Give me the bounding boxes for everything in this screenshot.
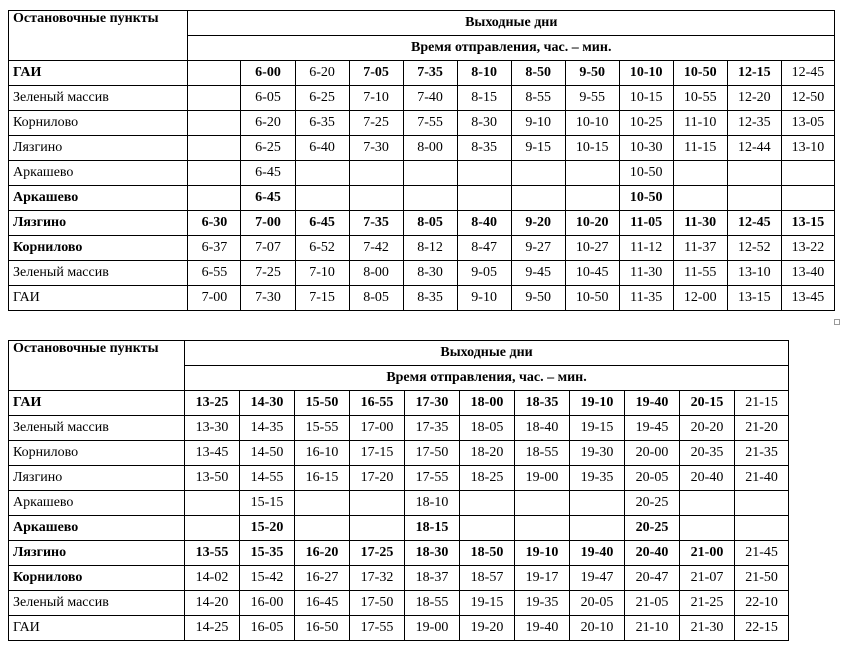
table-row	[9, 616, 789, 641]
departure-time-cell: 21-35	[735, 441, 789, 466]
departure-time-cell	[295, 516, 350, 541]
departure-time-cell: 10-55	[673, 86, 727, 111]
departure-time-cell	[403, 161, 457, 186]
stop-name: Корнилово	[9, 566, 185, 591]
departure-time-cell: 12-50	[781, 86, 834, 111]
departure-time-cell: 11-15	[673, 136, 727, 161]
departure-time-cell: 6-20	[295, 61, 349, 86]
departure-time-cell: 19-00	[515, 466, 570, 491]
departure-time-cell: 14-50	[240, 441, 295, 466]
header-row	[9, 341, 789, 366]
departure-time-cell: 13-22	[781, 236, 834, 261]
departure-time-cell: 21-00	[680, 541, 735, 566]
departure-time-cell: 18-10	[405, 491, 460, 516]
departure-time-cell: 13-15	[727, 286, 781, 311]
departure-time-cell: 7-40	[403, 86, 457, 111]
table-row	[9, 416, 789, 441]
departure-time-cell: 20-40	[680, 466, 735, 491]
departure-time-cell: 6-52	[295, 236, 349, 261]
departure-time-cell: 16-00	[240, 591, 295, 616]
table-resize-handle[interactable]	[834, 319, 840, 325]
departure-time-cell: 21-25	[680, 591, 735, 616]
departure-time-cell: 8-30	[457, 111, 511, 136]
departure-time-cell	[188, 86, 241, 111]
departure-time-cell: 20-40	[625, 541, 680, 566]
departure-time-cell	[185, 516, 240, 541]
departure-time-cell	[295, 186, 349, 211]
departure-time-cell: 12-15	[727, 61, 781, 86]
header-row	[9, 11, 835, 36]
departure-time-cell: 13-25	[185, 391, 240, 416]
departure-time-cell	[349, 186, 403, 211]
stop-name: ГАИ	[9, 286, 188, 311]
departure-time-cell	[460, 516, 515, 541]
departure-time-cell: 10-50	[619, 161, 673, 186]
departure-time-cell: 20-15	[680, 391, 735, 416]
departure-time-cell: 19-17	[515, 566, 570, 591]
departure-time-cell	[403, 186, 457, 211]
departure-time-cell: 20-05	[625, 466, 680, 491]
departure-time-cell: 13-05	[781, 111, 834, 136]
departure-time-cell: 15-20	[240, 516, 295, 541]
departure-time-cell: 18-55	[515, 441, 570, 466]
departure-time-cell: 14-35	[240, 416, 295, 441]
departure-time-cell: 18-50	[460, 541, 515, 566]
departure-time-cell	[188, 186, 241, 211]
departure-time-cell: 19-35	[570, 466, 625, 491]
table-row	[9, 566, 789, 591]
departure-time-cell: 11-12	[619, 236, 673, 261]
departure-time-cell: 11-35	[619, 286, 673, 311]
stop-name: Аркашево	[9, 186, 188, 211]
departure-time-cell: 19-20	[460, 616, 515, 641]
departure-time-cell: 18-37	[405, 566, 460, 591]
departure-time-cell: 14-55	[240, 466, 295, 491]
departure-time-cell: 8-12	[403, 236, 457, 261]
departure-time-cell: 20-20	[680, 416, 735, 441]
departure-time-cell: 22-15	[735, 616, 789, 641]
departure-time-cell: 13-55	[185, 541, 240, 566]
departure-time-cell: 6-30	[188, 211, 241, 236]
departure-time-cell: 22-10	[735, 591, 789, 616]
departure-time-cell	[188, 161, 241, 186]
departure-time-cell	[460, 491, 515, 516]
departure-time-cell: 17-55	[405, 466, 460, 491]
timetable-1-body	[9, 11, 835, 311]
departure-time-cell	[350, 491, 405, 516]
stop-name: ГАИ	[9, 616, 185, 641]
departure-time-cell: 7-00	[241, 211, 295, 236]
departure-time-cell: 6-45	[295, 211, 349, 236]
table-row	[9, 86, 835, 111]
days-header: Выходные дни	[188, 11, 835, 36]
departure-time-cell: 11-10	[673, 111, 727, 136]
departure-time-cell	[781, 186, 834, 211]
timetable-weekend-1	[8, 10, 835, 311]
stop-name: Аркашево	[9, 516, 185, 541]
departure-time-cell: 12-00	[673, 286, 727, 311]
departure-time-cell: 18-57	[460, 566, 515, 591]
table-row	[9, 516, 789, 541]
departure-time-cell: 19-15	[460, 591, 515, 616]
table-row	[9, 261, 835, 286]
departure-time-cell: 17-20	[350, 466, 405, 491]
departure-time-cell	[727, 186, 781, 211]
departure-time-cell: 19-15	[570, 416, 625, 441]
departure-time-cell: 12-52	[727, 236, 781, 261]
departure-time-cell: 6-25	[295, 86, 349, 111]
departure-time-cell: 7-10	[349, 86, 403, 111]
departure-time-cell: 16-15	[295, 466, 350, 491]
departure-time-cell: 12-45	[727, 211, 781, 236]
table-row	[9, 491, 789, 516]
stop-name: Зеленый массив	[9, 261, 188, 286]
departure-time-cell	[188, 111, 241, 136]
departure-time-header: Время отправления, час. – мин.	[188, 36, 835, 61]
departure-time-cell	[511, 161, 565, 186]
timetable-2-body	[9, 341, 789, 641]
departure-time-cell	[680, 491, 735, 516]
departure-time-cell: 19-30	[570, 441, 625, 466]
stop-name: Лязгино	[9, 466, 185, 491]
departure-time-cell: 19-45	[625, 416, 680, 441]
stop-name: Корнилово	[9, 441, 185, 466]
departure-time-cell: 18-30	[405, 541, 460, 566]
departure-time-cell: 7-15	[295, 286, 349, 311]
departure-time-cell: 21-40	[735, 466, 789, 491]
departure-time-cell	[511, 186, 565, 211]
departure-time-cell: 16-10	[295, 441, 350, 466]
departure-time-cell: 8-05	[349, 286, 403, 311]
departure-time-cell: 20-47	[625, 566, 680, 591]
departure-time-cell: 7-35	[403, 61, 457, 86]
departure-time-cell: 21-45	[735, 541, 789, 566]
departure-time-cell: 16-27	[295, 566, 350, 591]
departure-time-cell: 18-40	[515, 416, 570, 441]
departure-time-cell: 8-40	[457, 211, 511, 236]
departure-time-cell: 9-15	[511, 136, 565, 161]
departure-time-cell: 8-30	[403, 261, 457, 286]
departure-time-cell: 9-20	[511, 211, 565, 236]
stops-column-header: Остановочные пункты	[9, 341, 185, 391]
departure-time-cell	[727, 161, 781, 186]
departure-time-cell: 14-30	[240, 391, 295, 416]
departure-time-cell: 21-30	[680, 616, 735, 641]
departure-time-cell: 7-05	[349, 61, 403, 86]
table-row	[9, 136, 835, 161]
departure-time-cell: 6-40	[295, 136, 349, 161]
table-row	[9, 286, 835, 311]
departure-time-cell: 21-10	[625, 616, 680, 641]
departure-time-cell: 9-10	[511, 111, 565, 136]
stop-name: Зеленый массив	[9, 86, 188, 111]
departure-time-cell: 10-27	[565, 236, 619, 261]
departure-time-cell: 21-07	[680, 566, 735, 591]
departure-time-cell: 16-05	[240, 616, 295, 641]
departure-time-cell	[570, 491, 625, 516]
departure-time-cell: 10-50	[673, 61, 727, 86]
departure-time-cell: 17-25	[350, 541, 405, 566]
departure-time-cell: 6-25	[241, 136, 295, 161]
departure-time-cell: 20-10	[570, 616, 625, 641]
timetable-weekend-2	[8, 340, 789, 641]
departure-time-cell: 7-07	[241, 236, 295, 261]
departure-time-cell: 17-50	[350, 591, 405, 616]
departure-time-cell: 18-25	[460, 466, 515, 491]
departure-time-cell: 15-55	[295, 416, 350, 441]
departure-time-cell: 6-45	[241, 186, 295, 211]
departure-time-cell: 17-50	[405, 441, 460, 466]
stop-name: Лязгино	[9, 136, 188, 161]
departure-time-cell: 8-35	[403, 286, 457, 311]
departure-time-cell: 11-55	[673, 261, 727, 286]
departure-time-cell: 7-00	[188, 286, 241, 311]
departure-time-cell: 18-15	[405, 516, 460, 541]
departure-time-cell: 19-10	[570, 391, 625, 416]
departure-time-cell: 15-50	[295, 391, 350, 416]
stop-name: Корнилово	[9, 236, 188, 261]
departure-time-cell: 13-45	[781, 286, 834, 311]
departure-time-cell: 6-05	[241, 86, 295, 111]
departure-time-cell	[565, 186, 619, 211]
table-row	[9, 591, 789, 616]
departure-time-cell: 19-40	[515, 616, 570, 641]
departure-time-cell: 7-30	[241, 286, 295, 311]
departure-time-cell	[565, 161, 619, 186]
departure-time-cell: 17-00	[350, 416, 405, 441]
departure-time-cell	[185, 491, 240, 516]
table-row	[9, 111, 835, 136]
departure-time-cell: 6-45	[241, 161, 295, 186]
departure-time-cell	[515, 516, 570, 541]
departure-time-cell: 14-20	[185, 591, 240, 616]
departure-time-cell: 8-47	[457, 236, 511, 261]
table-row	[9, 161, 835, 186]
departure-time-cell: 9-05	[457, 261, 511, 286]
departure-time-cell: 21-20	[735, 416, 789, 441]
departure-time-cell	[350, 516, 405, 541]
departure-time-cell: 7-35	[349, 211, 403, 236]
departure-time-cell	[349, 161, 403, 186]
departure-time-cell	[457, 186, 511, 211]
stop-name: Аркашево	[9, 161, 188, 186]
stop-name: Зеленый массив	[9, 591, 185, 616]
departure-time-cell	[295, 491, 350, 516]
departure-time-cell: 10-15	[565, 136, 619, 161]
departure-time-cell: 8-15	[457, 86, 511, 111]
departure-time-cell: 10-15	[619, 86, 673, 111]
departure-time-cell	[570, 516, 625, 541]
departure-time-cell: 9-50	[565, 61, 619, 86]
departure-time-cell: 7-10	[295, 261, 349, 286]
stop-name: Зеленый массив	[9, 416, 185, 441]
departure-time-cell	[673, 186, 727, 211]
departure-time-cell: 6-20	[241, 111, 295, 136]
departure-time-cell: 20-35	[680, 441, 735, 466]
departure-time-cell	[781, 161, 834, 186]
departure-time-cell	[673, 161, 727, 186]
departure-time-cell: 10-25	[619, 111, 673, 136]
departure-time-cell: 10-10	[619, 61, 673, 86]
departure-time-cell	[735, 516, 789, 541]
stop-name: ГАИ	[9, 61, 188, 86]
departure-time-cell	[295, 161, 349, 186]
departure-time-cell: 7-30	[349, 136, 403, 161]
departure-time-cell: 13-15	[781, 211, 834, 236]
days-header: Выходные дни	[185, 341, 789, 366]
departure-time-cell: 10-50	[565, 286, 619, 311]
departure-time-cell: 9-10	[457, 286, 511, 311]
departure-time-cell	[188, 61, 241, 86]
stop-name: Аркашево	[9, 491, 185, 516]
departure-time-cell: 9-27	[511, 236, 565, 261]
stop-name: Лязгино	[9, 211, 188, 236]
departure-time-cell: 8-10	[457, 61, 511, 86]
departure-time-cell: 20-05	[570, 591, 625, 616]
table-row	[9, 186, 835, 211]
departure-time-cell: 11-30	[673, 211, 727, 236]
departure-time-cell: 12-20	[727, 86, 781, 111]
departure-time-cell: 10-10	[565, 111, 619, 136]
table-row	[9, 236, 835, 261]
departure-time-cell: 7-42	[349, 236, 403, 261]
stop-name: Корнилово	[9, 111, 188, 136]
departure-time-cell: 7-55	[403, 111, 457, 136]
departure-time-cell: 20-25	[625, 491, 680, 516]
departure-time-cell: 16-55	[350, 391, 405, 416]
departure-time-cell: 19-40	[625, 391, 680, 416]
departure-time-cell: 13-10	[781, 136, 834, 161]
departure-time-cell: 19-40	[570, 541, 625, 566]
departure-time-cell: 12-45	[781, 61, 834, 86]
departure-time-cell: 12-35	[727, 111, 781, 136]
departure-time-cell: 8-05	[403, 211, 457, 236]
departure-time-cell: 11-37	[673, 236, 727, 261]
departure-time-cell	[735, 491, 789, 516]
departure-time-cell	[515, 491, 570, 516]
departure-time-cell: 16-45	[295, 591, 350, 616]
departure-time-cell: 9-45	[511, 261, 565, 286]
departure-time-cell: 6-37	[188, 236, 241, 261]
departure-time-cell: 9-50	[511, 286, 565, 311]
table-row	[9, 211, 835, 236]
departure-time-cell: 18-05	[460, 416, 515, 441]
departure-time-cell: 18-00	[460, 391, 515, 416]
departure-time-cell: 14-02	[185, 566, 240, 591]
departure-time-cell: 17-15	[350, 441, 405, 466]
departure-time-cell: 17-32	[350, 566, 405, 591]
departure-time-cell: 8-00	[403, 136, 457, 161]
departure-time-cell	[457, 161, 511, 186]
departure-time-cell: 16-50	[295, 616, 350, 641]
departure-time-cell	[680, 516, 735, 541]
departure-time-cell: 15-42	[240, 566, 295, 591]
departure-time-cell: 21-15	[735, 391, 789, 416]
departure-time-cell: 6-00	[241, 61, 295, 86]
departure-time-cell: 10-45	[565, 261, 619, 286]
departure-time-cell: 17-55	[350, 616, 405, 641]
departure-time-cell: 14-25	[185, 616, 240, 641]
departure-time-cell: 19-47	[570, 566, 625, 591]
departure-time-cell: 18-20	[460, 441, 515, 466]
departure-time-cell: 7-25	[349, 111, 403, 136]
departure-time-cell: 11-30	[619, 261, 673, 286]
departure-time-cell: 18-55	[405, 591, 460, 616]
departure-time-cell: 10-30	[619, 136, 673, 161]
table-row	[9, 391, 789, 416]
departure-time-cell: 13-50	[185, 466, 240, 491]
departure-time-cell: 20-00	[625, 441, 680, 466]
departure-time-cell: 19-10	[515, 541, 570, 566]
departure-time-cell: 15-35	[240, 541, 295, 566]
departure-time-cell: 10-50	[619, 186, 673, 211]
departure-time-cell: 10-20	[565, 211, 619, 236]
table-row	[9, 466, 789, 491]
departure-time-cell: 16-20	[295, 541, 350, 566]
departure-time-cell: 13-45	[185, 441, 240, 466]
departure-time-header: Время отправления, час. – мин.	[185, 366, 789, 391]
departure-time-cell: 8-50	[511, 61, 565, 86]
departure-time-cell: 6-55	[188, 261, 241, 286]
departure-time-cell: 12-44	[727, 136, 781, 161]
departure-time-cell: 6-35	[295, 111, 349, 136]
table-row	[9, 441, 789, 466]
departure-time-cell: 17-30	[405, 391, 460, 416]
departure-time-cell: 8-35	[457, 136, 511, 161]
departure-time-cell: 21-05	[625, 591, 680, 616]
stop-name: Лязгино	[9, 541, 185, 566]
departure-time-cell: 8-00	[349, 261, 403, 286]
departure-time-cell: 20-25	[625, 516, 680, 541]
departure-time-cell: 8-55	[511, 86, 565, 111]
departure-time-cell: 18-35	[515, 391, 570, 416]
departure-time-cell: 15-15	[240, 491, 295, 516]
departure-time-cell: 19-00	[405, 616, 460, 641]
table-row	[9, 541, 789, 566]
departure-time-cell: 21-50	[735, 566, 789, 591]
stops-column-header: Остановочные пункты	[9, 11, 188, 61]
departure-time-cell: 19-35	[515, 591, 570, 616]
departure-time-cell: 17-35	[405, 416, 460, 441]
departure-time-cell	[188, 136, 241, 161]
departure-time-cell: 9-55	[565, 86, 619, 111]
departure-time-cell: 11-05	[619, 211, 673, 236]
departure-time-cell: 13-10	[727, 261, 781, 286]
departure-time-cell: 13-40	[781, 261, 834, 286]
departure-time-cell: 13-30	[185, 416, 240, 441]
departure-time-cell: 7-25	[241, 261, 295, 286]
stop-name: ГАИ	[9, 391, 185, 416]
table-row	[9, 61, 835, 86]
